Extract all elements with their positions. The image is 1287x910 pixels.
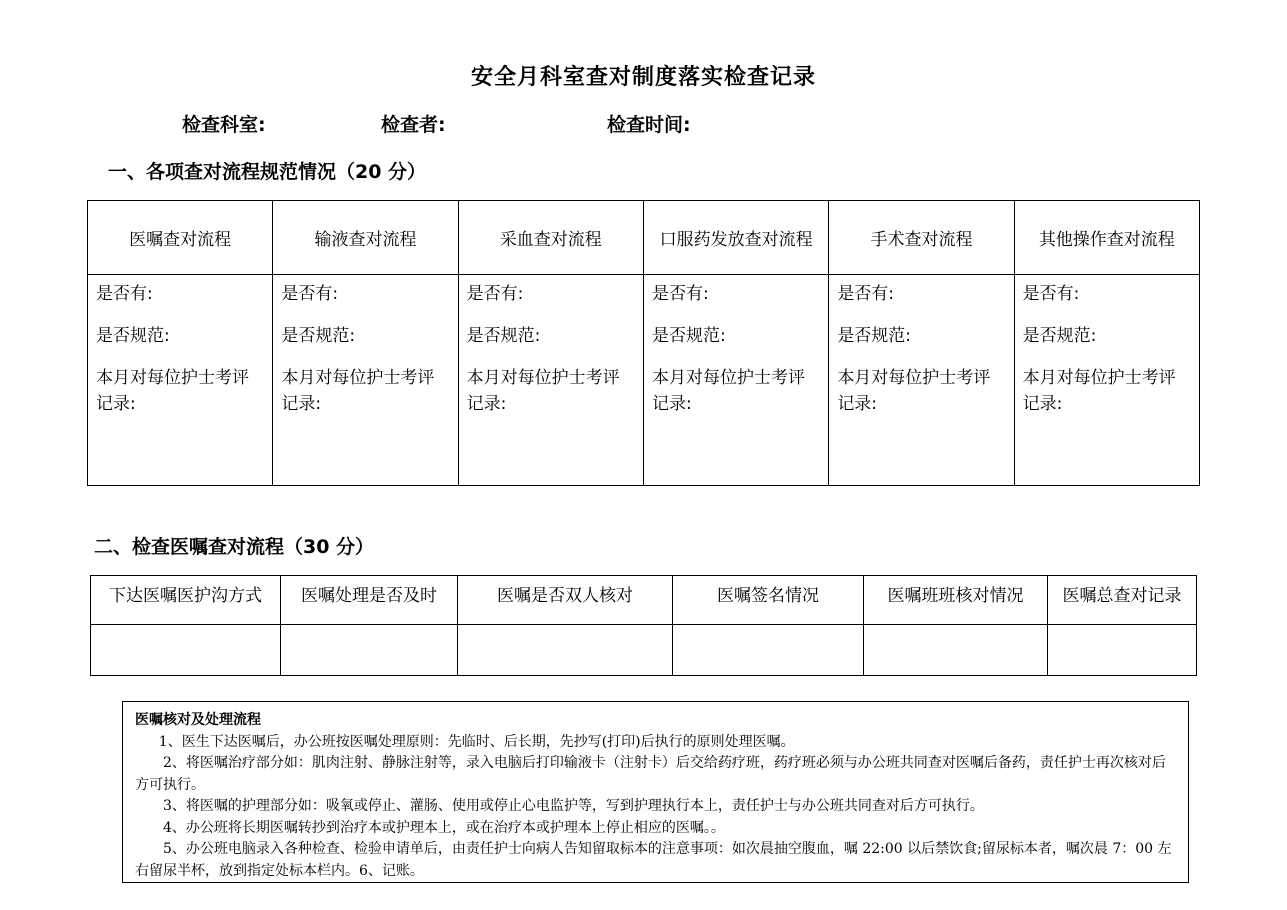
is-standard-label: 是否规范:: [837, 326, 912, 346]
column-header: 医嘱班班核对情况: [864, 576, 1048, 625]
has-process-label: 是否有:: [281, 284, 339, 304]
has-process-label: 是否有:: [1022, 284, 1080, 304]
column-header: 医嘱处理是否及时: [281, 576, 458, 625]
column-header: 医嘱签名情况: [673, 576, 864, 625]
evaluation-record-label: 本月对每位护士考评记录:: [96, 368, 249, 414]
column-header: 采血查对流程: [458, 201, 643, 275]
process-cell: [88, 275, 273, 486]
procedure-item: 5、办公班电脑录入各种检查、检验申请单后，由责任护士向病人告知留取标本的注意事项：如次晨抽空腹血，嘱 22:00 以后禁饮食;留尿标本者，嘱次晨 7：00 左右留尿半杯，放到指定处标本栏内。6、记账。: [135, 841, 1172, 879]
column-header: 医嘱是否双人核对: [458, 576, 673, 625]
is-standard-label: 是否规范:: [466, 326, 541, 346]
time-label: 检查时间:: [607, 114, 691, 136]
is-standard-label: 是否规范:: [96, 326, 170, 346]
has-process-label: 是否有:: [837, 284, 895, 304]
order-check-table: [90, 575, 1197, 676]
column-header: 下达医嘱医护沟方式: [91, 576, 281, 625]
section2-heading: 二、检查医嘱查对流程（30 分）: [94, 536, 375, 558]
process-standard-table: [87, 200, 1200, 486]
column-header: 口服药发放查对流程: [643, 201, 828, 275]
column-header: 医嘱总查对记录: [1048, 576, 1197, 625]
evaluation-record-label: 本月对每位护士考评记录:: [281, 368, 435, 414]
checker-label: 检查者:: [381, 114, 446, 136]
empty-cell: [91, 625, 281, 676]
empty-cell: [458, 625, 673, 676]
column-header: 医嘱查对流程: [88, 201, 273, 275]
is-standard-label: 是否规范:: [651, 326, 726, 346]
section1-heading: 一、各项查对流程规范情况（20 分）: [108, 161, 427, 183]
table-header-row: [91, 576, 1197, 625]
procedure-item: 3、将医嘱的护理部分如：吸氧或停止、灌肠、使用或停止心电监护等，写到护理执行本上，责任护士与办公班共同查对后方可执行。: [163, 798, 984, 814]
procedure-item: 2、将医嘱治疗部分如：肌肉注射、静脉注射等，录入电脑后打印输液卡（注射卡）后交给药疗班，药疗班必须与办公班共同查对医嘱后备药，责任护士再次核对后方可执行。: [135, 755, 1166, 793]
is-standard-label: 是否规范:: [281, 326, 356, 346]
table-row: [88, 275, 1200, 486]
empty-cell: [1048, 625, 1197, 676]
process-cell: [1014, 275, 1199, 486]
procedure-box: [122, 701, 1189, 883]
has-process-label: 是否有:: [96, 284, 153, 304]
has-process-label: 是否有:: [466, 284, 524, 304]
empty-cell: [281, 625, 458, 676]
process-cell: [643, 275, 828, 486]
column-header: 手术查对流程: [829, 201, 1014, 275]
dept-label: 检查科室:: [182, 114, 266, 136]
procedure-item: 1、医生下达医嘱后，办公班按医嘱处理原则：先临时、后长期，先抄写(打印)后执行的原则处理医嘱。: [158, 733, 795, 750]
is-standard-label: 是否规范:: [1022, 326, 1097, 346]
evaluation-record-label: 本月对每位护士考评记录:: [466, 368, 620, 414]
process-cell: [458, 275, 643, 486]
evaluation-record-label: 本月对每位护士考评记录:: [1022, 368, 1176, 414]
empty-cell: [864, 625, 1048, 676]
evaluation-record-label: 本月对每位护士考评记录:: [837, 368, 991, 414]
page-title: 安全月科室查对制度落实检查记录: [470, 65, 816, 90]
column-header: 输液查对流程: [273, 201, 458, 275]
evaluation-record-label: 本月对每位护士考评记录:: [651, 368, 805, 414]
empty-cell: [673, 625, 864, 676]
has-process-label: 是否有:: [651, 284, 709, 304]
table-header-row: [88, 201, 1200, 275]
procedure-title: 医嘱核对及处理流程: [135, 712, 261, 728]
procedure-item: 4、办公班将长期医嘱转抄到治疗本或护理本上，或在治疗本或护理本上停止相应的医嘱。。: [163, 819, 725, 836]
column-header: 其他操作查对流程: [1014, 201, 1199, 275]
table-row: [91, 625, 1197, 676]
process-cell: [273, 275, 458, 486]
process-cell: [829, 275, 1014, 486]
